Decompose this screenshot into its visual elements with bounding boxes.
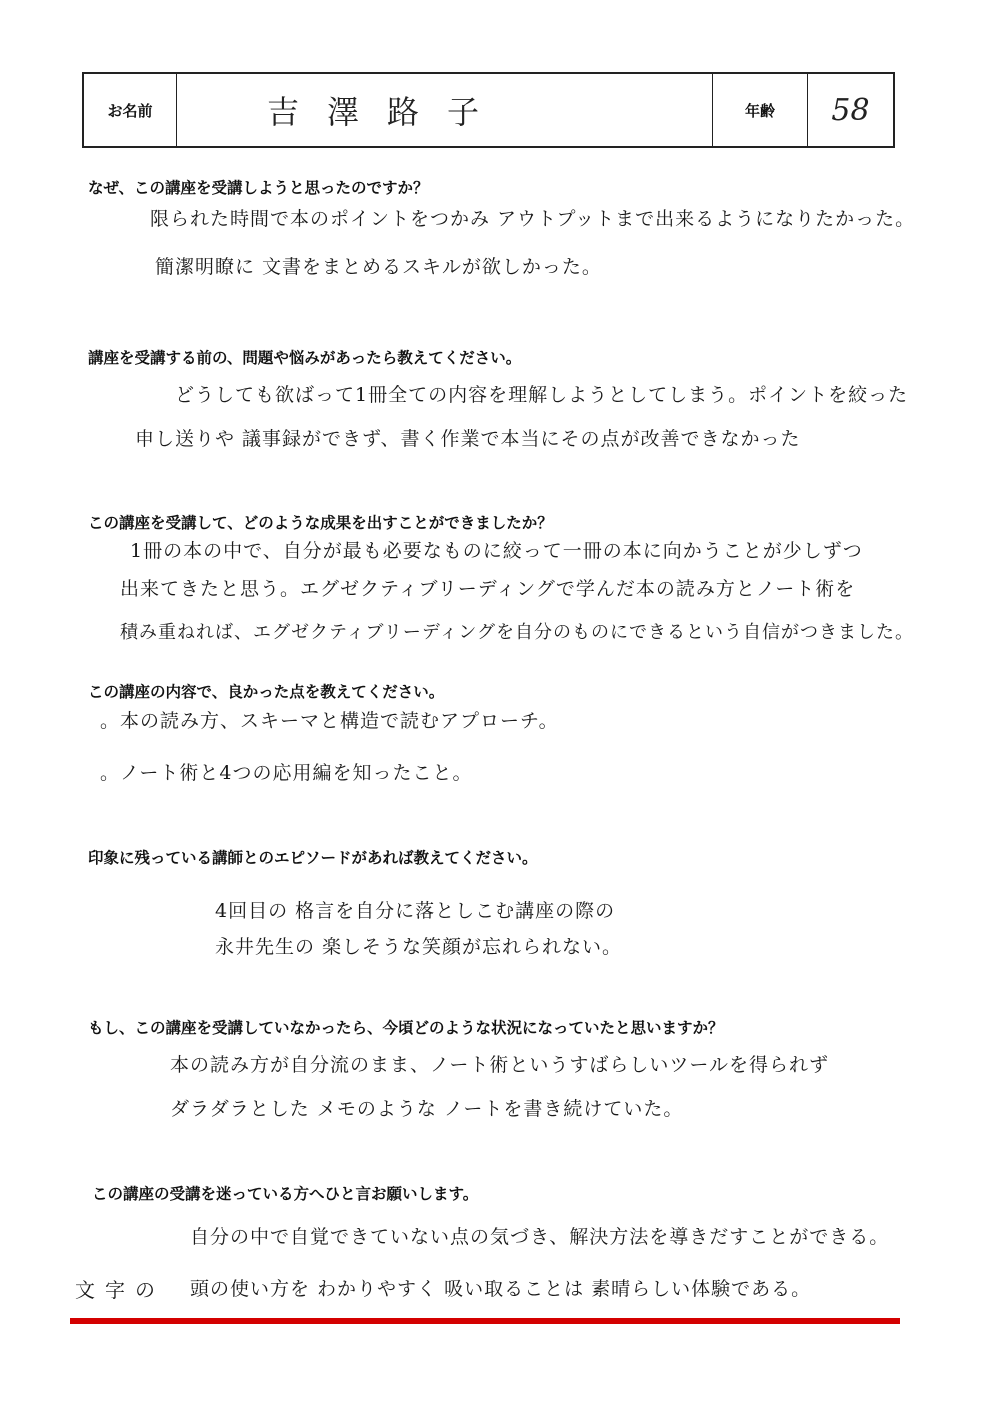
answer-2-line-2: 申し送りや 議事録ができず、書く作業で本当にその点が改善できなかった	[135, 428, 801, 450]
name-label: お名前	[84, 74, 177, 146]
question-3: この講座を受講して、どのような成果を出すことができましたか？	[88, 514, 553, 532]
question-1: なぜ、この講座を受講しようと思ったのですか？	[88, 179, 429, 197]
answer-6-line-1: 本の読み方が自分流のまま、ノート術というすばらしいツールを得られず	[170, 1054, 830, 1076]
answer-5-line-2: 永井先生の 楽しそうな笑顔が忘れられない。	[215, 936, 623, 958]
red-divider-line	[70, 1318, 900, 1324]
age-value: 58	[831, 92, 870, 128]
answer-1-line-1: 限られた時間で本のポイントをつかみ アウトプットまで出来るようになりたかった。	[150, 208, 916, 230]
question-4: この講座の内容で、良かった点を教えてください。	[88, 683, 445, 701]
answer-7-line-1: 自分の中で自覚できていない点の気づき、解決方法を導きだすことができる。	[190, 1226, 890, 1248]
answer-3-line-1: 1冊の本の中で、自分が最も必要なものに絞って一冊の本に向かうことが少しずつ	[130, 540, 863, 562]
answer-6-line-2: ダラダラとした メモのような ノートを書き続けていた。	[170, 1098, 684, 1120]
name-value: 吉澤路子	[267, 93, 508, 131]
header-table	[82, 72, 895, 148]
answer-4-line-1: 。本の読み方、スキーマと構造で読むアプローチ。	[100, 710, 559, 732]
question-5: 印象に残っている講師とのエピソードがあれば教えてください。	[88, 849, 538, 867]
name-value-cell	[177, 74, 713, 146]
question-7: この講座の受講を迷っている方へひと言お願いします。	[92, 1185, 479, 1203]
answer-3-line-3: 積み重ねれば、エグゼクティブリーディングを自分のものにできるという自信がつきました。	[120, 622, 915, 643]
answer-2-line-1: どうしても欲ばって1冊全ての内容を理解しようとしてしまう。ポイントを絞った	[175, 384, 909, 406]
answer-1-line-2: 簡潔明瞭に 文書をまとめるスキルが欲しかった。	[155, 256, 602, 278]
age-label: 年齢	[713, 74, 808, 146]
answer-4-line-2: 。ノート術と4つの応用編を知ったこと。	[100, 762, 473, 784]
answer-5-line-1: 4回目の 格言を自分に落としこむ講座の際の	[215, 900, 616, 922]
question-2: 講座を受講する前の、問題や悩みがあったら教えてください。	[88, 349, 522, 367]
margin-note: 文字の	[75, 1278, 165, 1302]
answer-3-line-2: 出来てきたと思う。エグゼクティブリーディングで学んだ本の読み方とノート術を	[120, 578, 856, 600]
age-value-cell	[808, 74, 893, 146]
question-6: もし、この講座を受講していなかったら、今頃どのような状況になっていたと思いますか？	[88, 1019, 724, 1037]
answer-7-line-2: 頭の使い方を わかりやすく 吸い取ることは 素晴らしい体験である。	[190, 1278, 812, 1300]
